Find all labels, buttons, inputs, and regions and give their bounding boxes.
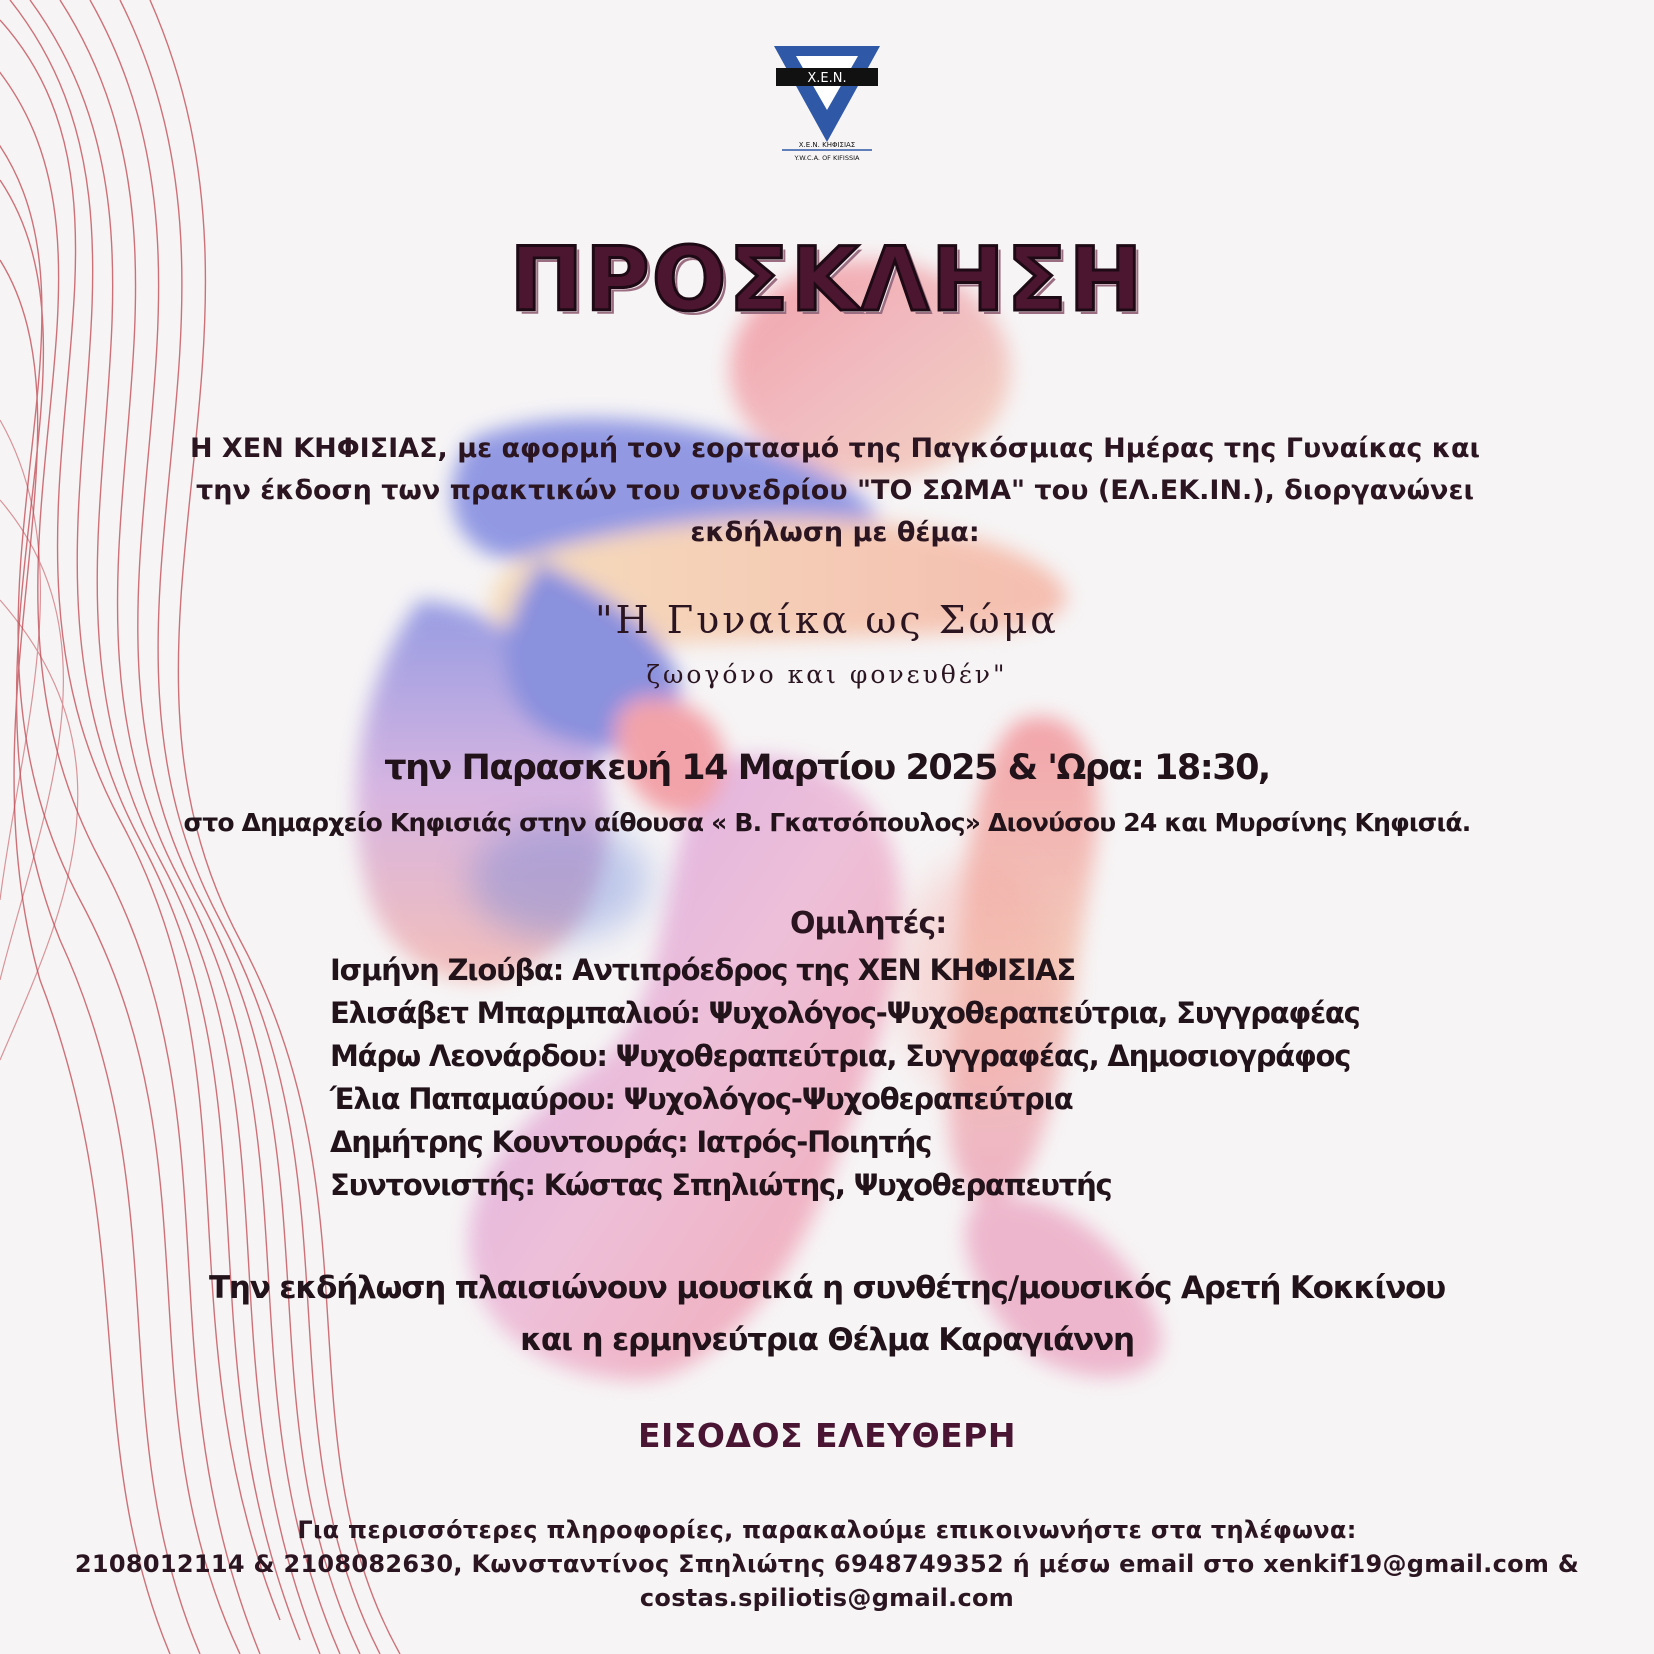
speakers-heading: Ομιλητές: [790, 906, 947, 941]
event-date-time: την Παρασκευή 14 Μαρτίου 2025 & 'Ωρα: 18:30, [384, 748, 1270, 788]
speaker-item: Έλια Παπαμαύρου: Ψυχολόγος-Ψυχοθεραπεύτρια [330, 1082, 1073, 1116]
free-entry-notice: ΕΙΣΟΔΟΣ ΕΛΕΥΘΕΡΗ [638, 1416, 1016, 1455]
contact-phones-email: 2108012114 & 2108082630, Κωνσταντίνος Σπηλιώτης 6948749352 ή μέσω email στο xenkif19@gmail.com & [74, 1550, 1580, 1578]
logo-name-gr: Χ.Ε.Ν. ΚΗΦΙΣΙΑΣ [798, 141, 856, 149]
intro-paragraph: Η ΧΕΝ ΚΗΦΙΣΙΑΣ, με αφορμή τον εορτασμό της Παγκόσμιας Ημέρας της Γυναίκας και την έκδοση των πρακτικών του συνεδρίου "ΤΟ ΣΩΜΑ" του (ΕΛ.ΕΚ.ΙΝ.), διοργανώνει εκδήλωση με θέμα: [189, 433, 1481, 548]
logo-name-en: Y.W.C.A. OF KIFISSIA [794, 154, 860, 162]
speaker-item: Δημήτρης Κουντουράς: Ιατρός-Ποιητής [330, 1125, 932, 1159]
ywca-logo [768, 42, 886, 168]
invitation-title: ΠΡΟΣΚΛΗΣΗ [509, 228, 1145, 331]
speaker-item: Ισμήνη Ζιούβα: Αντιπρόεδρος της ΧΕΝ ΚΗΦΙΣΙΑΣ [330, 953, 1075, 987]
ywca-triangle-logo-icon [768, 42, 886, 168]
music-line-1: Την εκδήλωση πλαισιώνουν μουσικά η συνθέτης/μουσικός Αρετή Κοκκίνου [208, 1270, 1446, 1306]
contact-email-2: costas.spiliotis@gmail.com [639, 1584, 1015, 1612]
contact-line-1: Για περισσότερες πληροφορίες, παρακαλούμε επικοινωνήστε στα τηλέφωνα: [297, 1516, 1357, 1544]
logo-band-text: X.E.N. [807, 71, 847, 86]
music-line-2: και η ερμηνεύτρια Θέλμα Καραγιάννη [520, 1322, 1134, 1358]
moderator-item: Συντονιστής: Κώστας Σπηλιώτης, Ψυχοθεραπευτής [330, 1168, 1112, 1202]
event-venue: στο Δημαρχείο Κηφισιάς στην αίθουσα « Β. Γκατσόπουλος» Διονύσου 24 και Μυρσίνης Κηφισιά. [183, 808, 1471, 837]
speaker-item: Μάρω Λεονάρδου: Ψυχοθεραπεύτρια, Συγγραφέας, Δημοσιογράφος [330, 1039, 1351, 1073]
speaker-item: Ελισάβετ Μπαρμπαλιού: Ψυχολόγος-Ψυχοθεραπεύτρια, Συγγραφέας [330, 996, 1360, 1030]
theme-line-2: ζωογόνο και φονευθέν" [646, 660, 1008, 689]
theme-line-1: "Η Γυναίκα ως Σώμα [595, 598, 1059, 642]
